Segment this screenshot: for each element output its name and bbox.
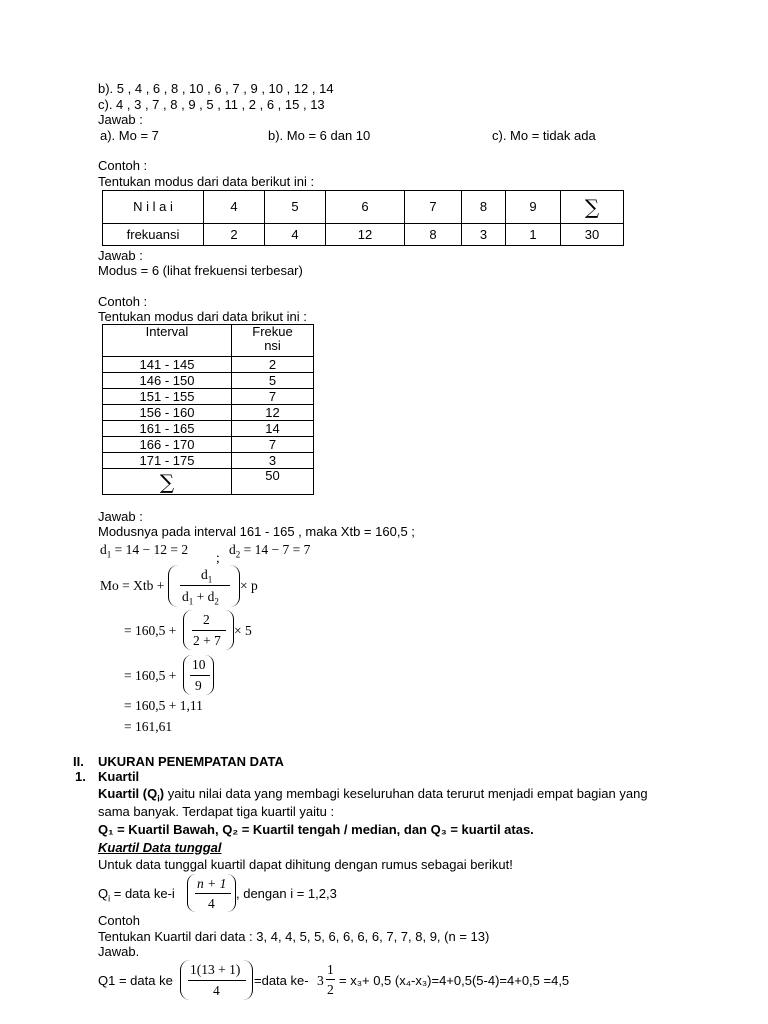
table-header-cell: 5 <box>265 191 326 224</box>
table-cell: 146 - 150 <box>103 373 232 389</box>
table-cell: 4 <box>265 224 326 246</box>
table-header-cell: 9 <box>506 191 561 224</box>
kuartil-subscript: i <box>157 793 160 804</box>
q1-frac-num: 1 <box>327 962 334 977</box>
definition-text: yaitu nilai data yang membagi keseluruhan data terurut menjadi empat bagian yang <box>164 786 648 801</box>
d2-symbol: d <box>229 542 236 557</box>
header-line: nsi <box>264 338 281 353</box>
subsection-heading: Kuartil <box>98 769 140 784</box>
section-heading: UKURAN PENEMPATAN DATA <box>98 754 284 769</box>
step1-lhs: = 160,5 + <box>124 623 177 638</box>
kuartil-term: Kuartil (Q <box>98 786 158 801</box>
header-line: Frekue <box>252 324 293 339</box>
sigma-icon: ∑ <box>561 191 624 224</box>
den-subscript: 2 <box>214 596 219 607</box>
num-symbol: d <box>201 567 208 582</box>
question-text: Tentukan modus dari data brikut ini : <box>98 309 307 324</box>
table-header-cell: 8 <box>462 191 506 224</box>
qi-denominator: 4 <box>208 896 215 911</box>
table-header-cell <box>232 325 314 357</box>
d1-subscript: 1 <box>106 549 112 560</box>
table-cell: 7 <box>232 389 314 405</box>
answer-label: Jawab : <box>98 248 143 263</box>
step2-numerator: 10 <box>192 657 206 672</box>
qi-subscript: i <box>108 893 111 904</box>
quartile-types: Q₁ = Kuartil Bawah, Q₂ = Kuartil tengah / median, dan Q₃ = kuartil atas. <box>98 822 534 837</box>
d1-symbol: d <box>100 542 107 557</box>
table-header-cell: 4 <box>204 191 265 224</box>
subsection-number: 1. <box>75 769 86 784</box>
den-subscript: 1 <box>188 596 194 607</box>
qi-condition: , dengan i = 1,2,3 <box>236 886 337 901</box>
table-cell: frekuansi <box>103 224 204 246</box>
table-cell: 12 <box>326 224 405 246</box>
answer-b: b). Mo = 6 dan 10 <box>268 128 371 143</box>
formula-denominator <box>182 589 219 610</box>
table-cell: 30 <box>561 224 624 246</box>
d2-value: = 14 − 7 = 7 <box>240 542 311 557</box>
single-data-heading: Kuartil Data tunggal <box>98 840 222 855</box>
example-c-line: c). 4 , 3 , 7 , 8 , 9 , 5 , 11 , 2 , 6 , 15 , 13 <box>98 97 325 112</box>
qi-text: = data ke-i <box>110 886 175 901</box>
modus-answer: Modus = 6 (lihat frekuensi terbesar) <box>98 263 303 278</box>
table-cell: 2 <box>204 224 265 246</box>
answer-c: c). Mo = tidak ada <box>492 128 596 143</box>
right-paren <box>227 874 236 912</box>
table-header-cell: Interval <box>103 325 232 357</box>
fraction-bar <box>195 893 231 894</box>
left-paren <box>183 610 192 650</box>
den-plus: + d <box>193 589 215 604</box>
table-cell: 3 <box>232 453 314 469</box>
table-cell: 2 <box>232 357 314 373</box>
kuartil-term-end: ) <box>159 786 165 801</box>
fraction-bar <box>180 585 230 586</box>
qi-formula-lhs <box>98 886 175 907</box>
table-cell: 156 - 160 <box>103 405 232 421</box>
den-symbol: d <box>182 589 189 604</box>
interval-table <box>102 324 314 495</box>
table-cell: 3 <box>462 224 506 246</box>
answer-label: Jawab : <box>98 112 143 127</box>
num-subscript: 1 <box>207 574 213 585</box>
fraction-bar <box>326 979 335 980</box>
example-label: Contoh <box>98 913 140 928</box>
quartile-question: Tentukan Kuartil dari data : 3, 4, 4, 5, 5, 6, 6, 6, 6, 7, 7, 8, 9, (n = 13) <box>98 929 490 944</box>
formula-intro: Untuk data tunggal kuartil dapat dihitung dengan rumus sebagai berikut! <box>98 857 513 872</box>
answer-a: a). Mo = 7 <box>100 128 159 143</box>
table-header-cell: 6 <box>326 191 405 224</box>
qi-numerator: n + 1 <box>197 876 227 891</box>
separator: ; <box>216 550 220 565</box>
example-b-line: b). 5 , 4 , 6 , 8 , 10 , 6 , 7 , 9 , 10 , 12 , 14 <box>98 81 334 96</box>
table-cell: 151 - 155 <box>103 389 232 405</box>
table-cell: 12 <box>232 405 314 421</box>
right-paren <box>225 610 234 650</box>
question-text: Tentukan modus dari data berikut ini : <box>98 174 315 189</box>
table-header-cell: N i l a i <box>103 191 204 224</box>
right-paren <box>230 565 240 607</box>
table-cell: 171 - 175 <box>103 453 232 469</box>
mode-formula-lhs: Mo = Xtb + <box>100 578 165 593</box>
q1-lhs: Q1 = data ke <box>98 973 173 988</box>
q1-calculation: = x₃+ 0,5 (x₄-x₃)=4+0,5(5-4)=4+0,5 =4,5 <box>339 973 570 988</box>
q1-frac-den: 2 <box>327 982 334 997</box>
qi-symbol: Q <box>98 886 109 901</box>
d1-equation <box>100 542 188 563</box>
table-cell: 50 <box>232 469 314 495</box>
example-label: Contoh : <box>98 294 148 309</box>
table-cell: 141 - 145 <box>103 357 232 373</box>
step2-denominator: 9 <box>195 678 202 693</box>
d2-equation <box>229 542 310 563</box>
sigma-icon: ∑ <box>103 469 232 495</box>
example-label: Contoh : <box>98 158 148 173</box>
table-cell: 161 - 165 <box>103 421 232 437</box>
table-cell: 8 <box>405 224 462 246</box>
table-cell: 14 <box>232 421 314 437</box>
step3: = 160,5 + 1,11 <box>124 698 203 713</box>
right-paren <box>243 960 253 1000</box>
q1-numerator: 1(13 + 1) <box>190 962 241 977</box>
step2-lhs: = 160,5 + <box>124 668 177 683</box>
d1-value: = 14 − 12 = 2 <box>111 542 189 557</box>
definition-line2: sama banyak. Terdapat tiga kuartil yaitu : <box>98 804 335 819</box>
fraction-bar <box>192 630 226 631</box>
q1-mid: =data ke- <box>254 973 309 988</box>
formula-tail: × p <box>240 578 258 593</box>
section-number: II. <box>73 754 84 769</box>
step1-tail: × 5 <box>234 623 252 638</box>
table-cell: 5 <box>232 373 314 389</box>
step1-numerator: 2 <box>203 612 210 627</box>
answer-label: Jawab : <box>98 509 143 524</box>
table-cell: 166 - 170 <box>103 437 232 453</box>
answer-label: Jawab. <box>98 944 140 959</box>
d2-subscript: 2 <box>235 549 241 560</box>
table-cell: 1 <box>506 224 561 246</box>
step4-result: = 161,61 <box>124 719 173 734</box>
modal-interval-line: Modusnya pada interval 161 - 165 , maka Xtb = 160,5 ; <box>98 524 415 539</box>
table-cell: 7 <box>232 437 314 453</box>
right-paren <box>205 655 214 695</box>
fraction-bar <box>188 980 246 981</box>
q1-whole: 3 <box>317 973 324 988</box>
table-header-cell: 7 <box>405 191 462 224</box>
step1-denominator: 2 + 7 <box>193 633 221 648</box>
left-paren <box>168 565 178 607</box>
frequency-table <box>102 190 624 246</box>
q1-denominator: 4 <box>213 983 220 998</box>
